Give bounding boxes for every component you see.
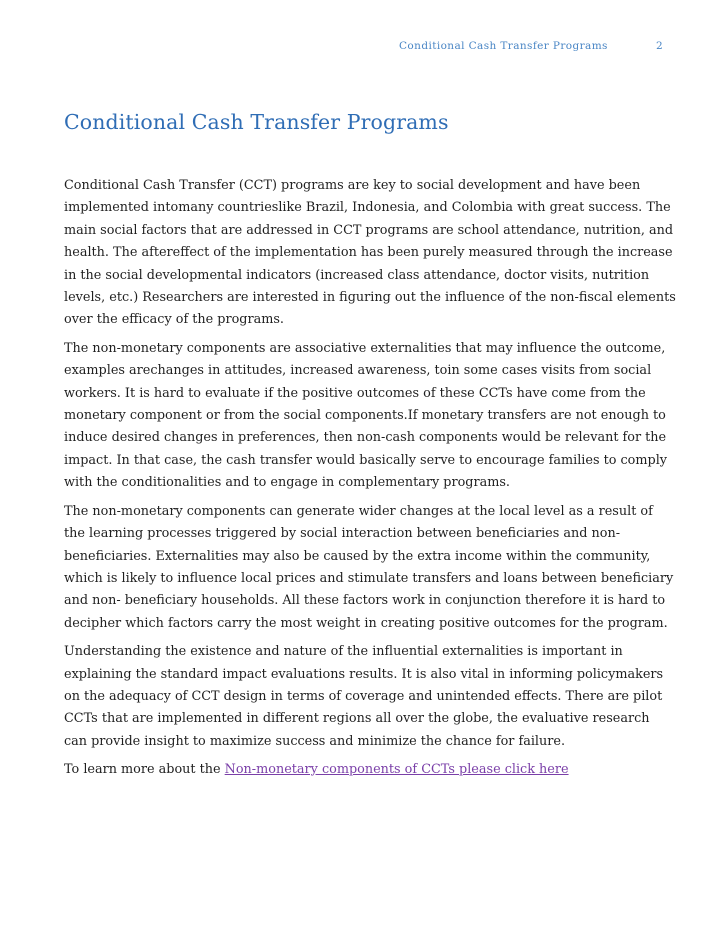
- running-header: [0, 40, 728, 56]
- page-title: Conditional Cash Transfer Programs: [64, 110, 449, 134]
- page-number: 2: [656, 40, 664, 52]
- paragraph-externalities: Understanding the existence and nature of the influential externalities is important in explaining the standard impact evaluations results. It is also vital in informing policymakers on the adequacy of CCT design in terms of coverage and unintended effects. There are pilot CCTs that are implemented in different regions all over the globe, the evaluative research can provide insight to maximize success and minimize the chance for failure.: [64, 644, 664, 749]
- running-title: Conditional Cash Transfer Programs: [399, 40, 608, 52]
- closing-prefix: To learn more about the: [64, 762, 225, 778]
- paragraph-intro: Conditional Cash Transfer (CCT) programs are key to social development and have been implemented intomany countrieslike Brazil, Indonesia, and Colombia with great success. The main social factors that are addressed in CCT programs are school attendance, nutrition, and health. The aftereffect of the implementation has been purely measured through the increase in the social developmental indicators (increased class attendance, doctor visits, nutrition levels, etc.) Researchers are interested in figuring out the influence of the non-fiscal elements over the efficacy of the programs.: [64, 178, 676, 328]
- closing-line: [64, 759, 676, 781]
- paragraph-wider-changes: The non-monetary components can generate wider changes at the local level as a result of the learning processes triggered by social interaction between beneficiaries and non-beneficiaries. Externalities may also be caused by the extra income within the community, which is likely to influence local prices and stimulate transfers and loans between beneficiary and non- beneficiary households. All these factors work in conjunction therefore it is hard to decipher which factors carry the most weight in creating positive outcomes for the program.: [64, 503, 674, 631]
- paragraph-non-monetary: The non-monetary components are associative externalities that may influence the outcome, examples arechanges in attitudes, increased awareness, toin some cases visits from social workers. It is hard to evaluate if the positive outcomes of these CCTs have come from the monetary component or from the social components.If monetary transfers are not enough to induce desired changes in preferences, then non-cash components would be relevant for the impact. In that case, the cash transfer would basically serve to encourage families to comply with the conditionalities and to engage in complementary programs.: [64, 340, 668, 491]
- document-body: [64, 175, 676, 788]
- learn-more-link[interactable]: Non-monetary components of CCTs please click here: [224, 762, 569, 778]
